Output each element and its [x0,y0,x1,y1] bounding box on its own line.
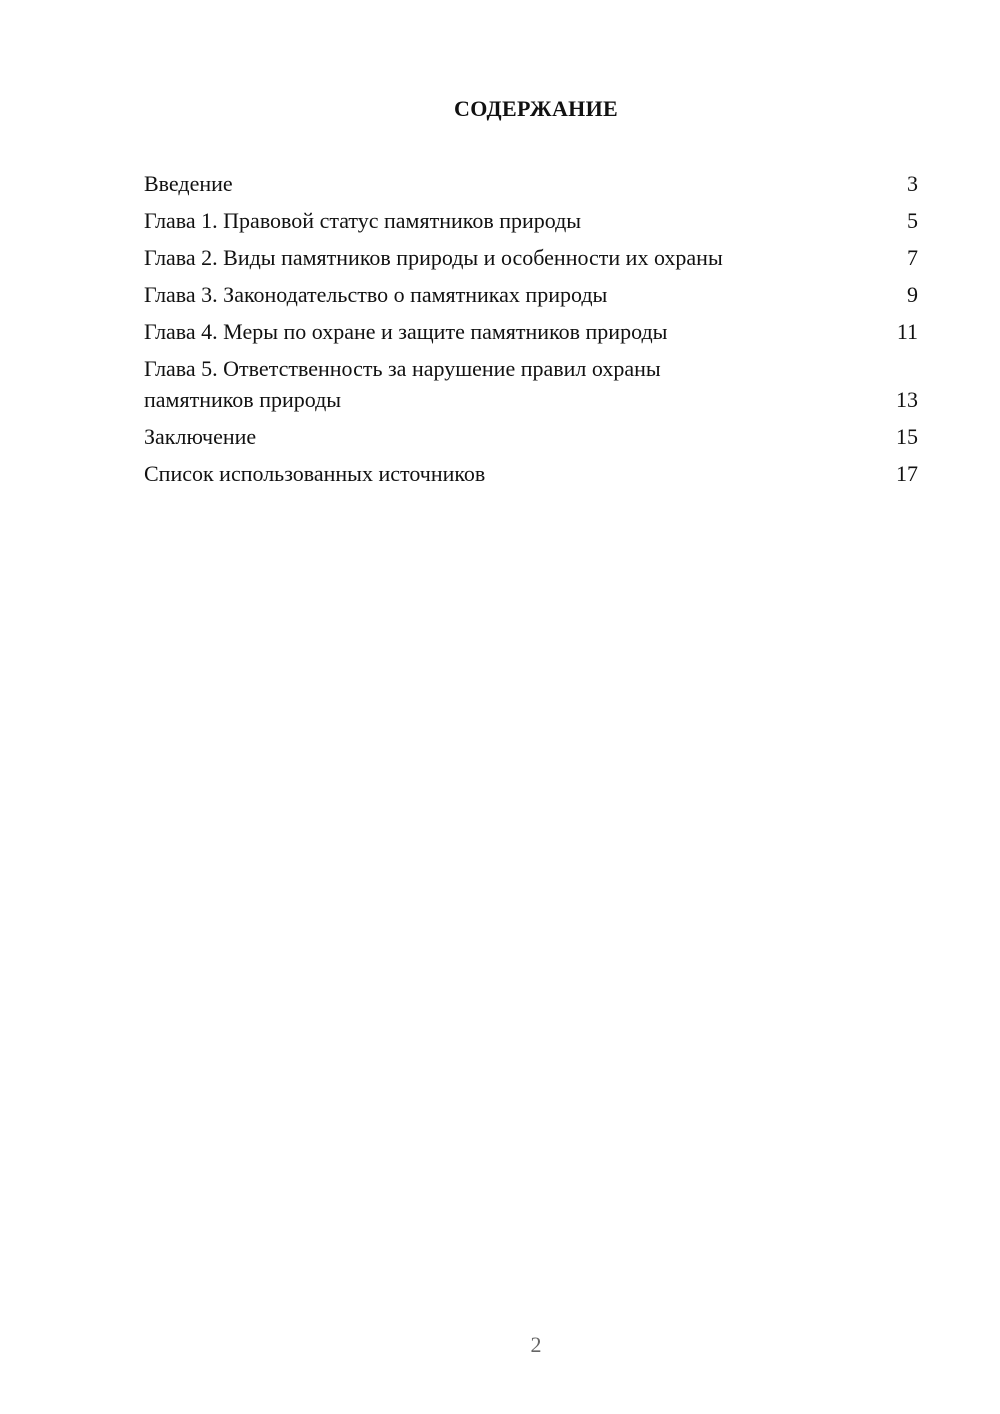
toc-entry-page: 9 [907,282,918,307]
toc-entry [144,168,918,199]
toc-entry-page: 5 [907,208,918,233]
page-title: СОДЕРЖАНИЕ [454,96,618,121]
toc-entry-page: 15 [896,424,918,449]
toc-entry [144,458,918,489]
toc-entry-label: Введение [144,171,233,196]
toc-entry-page: 7 [907,245,918,270]
toc-entry-page: 3 [907,171,918,196]
toc-entry [144,353,918,415]
toc-entry [144,242,918,273]
toc-entry [144,205,918,236]
table-of-contents [144,168,918,495]
toc-entry-page: 17 [896,461,918,486]
toc-entry-label: Глава 4. Меры по охране и защите памятников природы [144,319,668,344]
toc-entry-label: Глава 5. Ответственность за нарушение правил охраны памятников природы [144,356,661,412]
toc-entry [144,421,918,452]
toc-entry-page: 11 [896,319,918,344]
toc-entry-label: Глава 2. Виды памятников природы и особенности их охраны [144,245,723,270]
toc-entry-label: Список использованных источников [144,461,486,486]
toc-entry-label: Глава 1. Правовой статус памятников природы [144,208,582,233]
toc-entry-label: Заключение [144,424,257,449]
toc-entry-page: 13 [896,387,918,412]
toc-entry [144,316,918,347]
page-number: 2 [530,1332,542,1357]
toc-entry-label: Глава 3. Законодательство о памятниках природы [144,282,608,307]
toc-entry [144,279,918,310]
